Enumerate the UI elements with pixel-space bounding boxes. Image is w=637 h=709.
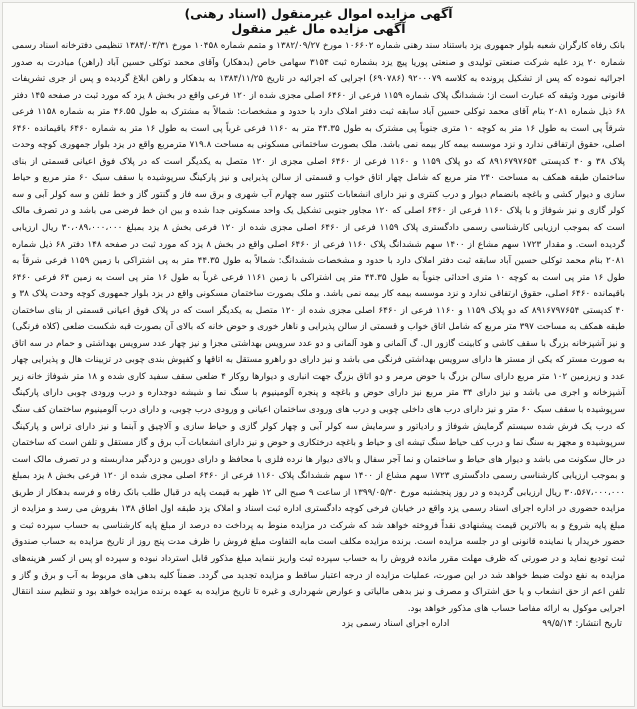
notice-title: آگهی مزایده اموال غیرمنقول (اسناد رهنی) — [184, 6, 453, 21]
notice-footer — [3, 617, 634, 631]
notice-subtitle: آگهی مزایده مال غیر منقول — [231, 21, 406, 36]
issuing-agency: اداره اجرای اسناد رسمی یزد — [341, 619, 450, 630]
notice-sheet — [2, 2, 635, 707]
notice-body: بانک رفاه کارگران شعبه بلوار جمهوری یزد باستناد سند رهنی شماره ۱۰۶۶۰۲ مورخ ۱۳۸۲/۰۹/۲۷ و متمم شماره ۱۰۴۵۸ مورخ ۱۳۸۴/۰۳/۳۱ تنظیمی دفترخانه اسناد رسمی شماره ۲۰ یزد علیه شرکت صنعتی تولیدی و صنعتی پوریا پیچ یزد بشماره ثبت ۳۱۵۴ سهامی خاص (بدهکار) وآقای محمد توکلی حسین آباد (راهن) مبادرت به صدور اجرائیه نموده که پس از تشکیل پرونده به کلاسه ۹۲۰۰۰۷۹ (۶۹۰۷۸۶) اجرایی که اجرائیه در تاریخ ۱۳۸۴/۱۱/۲۵ به بدهکار و راهن ابلاغ گردیده و پس از جری تشریفات قانونی مورد وثیقه که عبارت است از: ششدانگ پلاک شماره ۱۱۵۹ فرعی از ۶۴۶۰ اصلی مجزی شده از ۱۲۰ فرعی واقع در بخش ۸ یزد که مورد ثبت در صفحه ۱۴۵ دفتر ۶۸ ذیل شماره ۲۰۸۱ بنام آقای محمد توکلی حسین آباد سابقه ثبت دفتر املاک دارد با حدود و مشخصات: شمالاً به مشترک به طول ۴۶.۵۵ متر به شماره ۱۱۵۸ فرعی شرقاً پی است به طول ۱۶ متر به کوچه ۱۰ متری جنوباً پی مشترک به طول ۴۴.۳۵ متر به ۱۱۶۰ فرعی غرباً پی است به طول ۱۶ متر به شماره ۶۴۶۰ باقیمانده ۶۴۶۰ اصلی، حقوق ارتفاقی ندارد و نزد موسسه بیمه کار بیمه نمی باشد. ملک بصورت ساختمانی مسکونی به مساحت ۷۱۹.۸ مترمربع واقع در یزد بلوار جمهوری کوچه وحدت پلاک ۳۸ و ۴۰ کدپستی ۸۹۱۶۷۹۷۶۵۴ که دو پلاک ۱۱۵۹ و ۱۱۶۰ فرعی از ۶۴۶۰ اصلی مجزی از ۱۲۰ متصل به یکدیگر است که در پلاک فوق اعیانی قسمتی از بنای ساختمان طبقه همکف به مساحت ۲۴۰ متر مربع که شامل چهار اتاق خواب و قسمتی از سالن پذیرایی و نیز پارکینگ سرپوشیده با سقف سبک ۶۰ متر مربع و حیاط سازی و دیوار کشی و باغچه بانضمام دیوار و درب کنتری و نیز دارای انشعابات کنتور سه چهارم آب شهری و برق سه فاز و گنتور گاز و خط تلفن و سه کولر آبی و سه کولر گازی و نیز شوفاژ و با پلاک ۱۱۶۰ فرعی از ۶۴۶۰ اصلی که ۱۲۰ مجاور جنوبی تشکیل یک واحد مسکونی جدا شده و بین ان خط فرضی می باشد و در تصرف مالک است که بموجب ارزیابی کارشناسی رسمی دادگستری پلاک ۱۱۵۹ فرعی از ۶۴۶۰ اصلی مجزی شده از ۱۲۰ فرعی بخش ۸ یزد بمبلغ ۳۰،۰۸۹،۰۰۰،۰۰۰ ریال ارزیابی گردیده است. و مقدار ۱۷۲۳ سهم مشاع از ۱۴۰۰ سهم ششدانگ پلاک ۱۱۶۰ فرعی از ۶۴۶۰ اصلی واقع در بخش ۸ یزد که مورد ثبت در صفحه ۱۴۸ دفتر ۶۸ ذیل شماره ۲۰۸۱ بنام محمد توکلی حسین آباد سابقه ثبت دفتر املاک دارد با حدود و مشخصات ششدانگ: شمالاً به طول ۴۴.۳۵ متر به پی اشتراکی با زمین ۱۱۵۹ فرعی شرقاً به طول ۱۶ متر پی است به کوچه ۱۰ متری احداثی جنوباً به طول ۴۴.۳۵ متر پی اشتراکی با زمین ۱۱۶۱ فرعی غرباً به طول ۱۶ متر پی است به زمین ۶۴ فرعی ۶۴۶۰ باقیمانده ۶۴۶۰ اصلی، حقوق ارتفاقی ندارد و نزد موسسه بیمه کار بیمه نمی باشد. و ملک بصورت ساختمان مسکونی واقع در یزد بلوار جمهوری کوچه وحدت پلاک ۳۸ و ۴۰ کدپستی ۸۹۱۶۷۹۷۶۵۴ که دو پلاک ۱۱۵۹ و ۱۱۶۰ فرعی از ۶۴۶۰ اصلی مجزی شده از ۱۲۰ متصل به یکدیگر است که در پلاک فوق اعیانی قسمتی از بنای ساختمان طبقه همکف به مساحت ۳۹۷ متر مربع که شامل اتاق خواب و قسمتی از سالن پذیرایی و ناهار خوری و حوض خانه که بالای آن بصورت قبه شکست ضلعی (کلاه فرنگی) و نیز آشپزخانه بزرگ با سقف کاشی و کابینت گازور ال. گ آلمانی و هود آلمانی و دو عدد سرویس بهداشتی مجزا و نیز چهار عدد سرویس بهداشتی و حمام در سه اتاق به صورت مستر که یکی از مستر ها دارای سرویس بهداشتی فرنگی می باشد و نیز دارای دو راهرو مستقل به اتاقها و کفپوش بندی چوبی در تزیینات هال و پذیرایی چهار عدد و زیرزمین ۱۰۲ متر مربع دارای سالن بزرگ با حوض مرمر و دو اتاق بزرگ جهت انباری و دیوارها روکار ۴ ضلعی سقف سفید کاری شده و ۱۸ متر شوفاژ خانه زیر آشپزخانه و اجری می باشد و نیز دارای ۳۴ متر مربع نیز دارای حوض و باغچه و پنجره آلومینیوم با سنگ نما و شیشه دوجداره و درب ورودی چوبی دارای پارکینگ سرپوشیده با سقف سبک ۶۰ متر و نیز دارای درب های داخلی چوبی و درب های ورودی ساختمان اعیانی و ورودی درب چوبی، و دارای درب آلومینیوم ساختمان کف سنگ که درب یک فرش شده سیستم گرمایش شوفاژ و رادیاتور و سرمایش سه کولر آبی و چهار کولر گازی و حیاط سازی و آلاچیق و آبنما و نیز دارای تراس و پارکینگ سرپوشیده و مجهز به سنگ نما و درب کف حیاط سنگ تیشه ای و حیاط و باغچه درختکاری و حوض و نیز دارای انشعابات آب برق و گاز مستقل و تلفن است که ساختمان در حال سکونت می باشد و دیوار های حیاط و ساختمان و نما آجر سفال و بالای دیوار ها نرده فلزی با محافظ و دارای دوربین و دزدگیر مداربسته و در تصرف مالک است و بموجب ارزیابی کارشناسی رسمی دادگستری ۱۷۲۳ سهم مشاع از ۱۴۰۰ سهم ششدانگ پلاک ۱۱۶۰ فرعی از ۶۴۶۰ اصلی مجزی شده از ۱۲۰ فرعی بخش ۸ یزد بمبلغ ۳۰،۵۶۷،۰۰۰،۰۰۰ ریال ارزیابی گردیده و در روز پنجشنبه مورخ ۱۳۹۹/۰۵/۳۰ از ساعت ۹ صبح الی ۱۲ ظهر به قیمت پایه در قبال طلب بانک رفاه و فرسه بدهکار از طریق مزایده حضوری در اداره اجرای اسناد رسمی یزد واقع در خیابان فرخی کوچه دادگستری اداره ثبت اسناد و املاک یزد طبقه اول اطاق ۱۳۸ بفروش می رسد و مزایده از مبلغ پایه شروع و به بالاترین قیمت پیشنهادی نقداً فروخته خواهد شد که شرکت در مزایده منوط به پرداخت ده درصد از مبلغ پایه کارشناسی به حساب سپرده ثبت و حضور خریدار یا نماینده قانونی او در جلسه مزایده است. برنده مزایده مکلف است مابه التفاوت مبلغ فروش را ظرف مدت پنج روز از تاریخ مزایده به حساب صندوق ثبت تودیع نماید و در صورتی که ظرف مهلت مقرر مانده فروش را به حساب سپرده ثبت واریز ننماید مبلغ مذکور قابل استرداد نبوده و سپرده او پس از کسر هزینه‌های مزایده به نفع دولت ضبط خواهد شد در این صورت، عملیات مزایده از درجه اعتبار ساقط و مزایده تجدید می گردد. ضمناً کلیه بدهی های مربوط به آب و برق و گاز و تلفن اعم از حق انشعاب و یا حق اشتراک و مصرف و نیز بدهی مالیاتی و عوارض شهرداری و غیره تا تاریخ مزایده به عهده برنده مزایده خواهد بود و تنظیم سند انتقال اجرایی موکول به ارائه مفاصا حساب های مذکور خواهد بود. — [12, 41, 626, 614]
notice-header — [3, 3, 634, 36]
publish-date: تاریخ انتشار: ۹۹/۵/۱۴ — [542, 619, 622, 630]
